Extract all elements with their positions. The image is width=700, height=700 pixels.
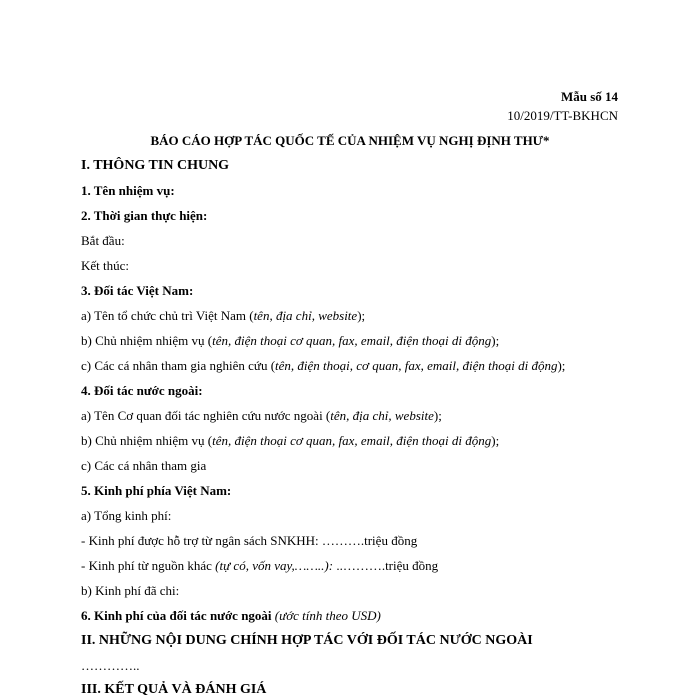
item-4a-end: ); xyxy=(433,408,442,423)
end-date-label: Kết thúc: xyxy=(81,258,130,273)
item-2-duration: 2. Thời gian thực hiện: xyxy=(81,208,208,223)
document-title: BÁO CÁO HỢP TÁC QUỐC TẾ CỦA NHIỆM VỤ NGHỊ ĐỊNH THƯ* xyxy=(150,133,550,148)
section-2-heading: II. NHỮNG NỘI DUNG CHÍNH HỢP TÁC VỚI ĐỐI TÁC NƯỚC NGOÀI xyxy=(81,633,533,648)
form-number: Mẫu số 14 xyxy=(560,89,618,104)
item-3b-end: ); xyxy=(491,333,500,348)
item-5a2-end: ..……….triệu đồng xyxy=(333,558,439,573)
section-2-placeholder: ………….. xyxy=(81,658,140,673)
item-3b-text: b) Chủ nhiệm nhiệm vụ ( xyxy=(81,333,213,348)
item-3b-italic: tên, điện thoại cơ quan, fax, email, điện thoại di động xyxy=(212,333,492,348)
section-3-heading: III. KẾT QUẢ VÀ ĐÁNH GIÁ xyxy=(81,682,267,697)
item-5-vn-budget: 5. Kinh phí phía Việt Nam: xyxy=(81,483,232,498)
item-4b-text: b) Chủ nhiệm nhiệm vụ ( xyxy=(81,433,213,448)
circular-number: 10/2019/TT-BKHCN xyxy=(507,108,618,123)
item-4c: c) Các cá nhân tham gia xyxy=(81,458,207,473)
item-5a-state-budget: - Kinh phí được hỗ trợ từ ngân sách SNKHH: ……….triệu đồng xyxy=(81,533,418,548)
item-4b-end: ); xyxy=(491,433,500,448)
item-3a-text: a) Tên tổ chức chủ trì Việt Nam ( xyxy=(81,308,254,323)
item-6-foreign-budget xyxy=(81,608,381,624)
item-5b-spent: b) Kinh phí đã chi: xyxy=(81,583,180,598)
item-3c-italic: tên, điện thoại, cơ quan, fax, email, điện thoại di động xyxy=(275,358,558,373)
item-4-foreign-partner: 4. Đối tác nước ngoài: xyxy=(81,383,203,398)
item-4b xyxy=(81,433,499,449)
section-1-heading: I. THÔNG TIN CHUNG xyxy=(81,158,230,173)
item-5a-other-sources xyxy=(81,558,438,574)
item-3c-end: ); xyxy=(557,358,566,373)
item-3a-end: ); xyxy=(357,308,366,323)
item-1-task-name: 1. Tên nhiệm vụ: xyxy=(81,183,175,198)
item-5a-total: a) Tổng kinh phí: xyxy=(81,508,172,523)
item-4a xyxy=(81,408,442,424)
item-6-bold: 6. Kinh phí của đối tác nước ngoài xyxy=(81,608,272,623)
item-4b-italic: tên, điện thoại cơ quan, fax, email, điện thoại di động xyxy=(212,433,492,448)
item-4a-text: a) Tên Cơ quan đối tác nghiên cứu nước ngoài ( xyxy=(81,408,331,423)
item-4a-italic: tên, địa chỉ, website xyxy=(330,408,434,423)
start-date-label: Bắt đầu: xyxy=(81,233,125,248)
item-5a2-italic: (tự có, vốn vay,……..): xyxy=(215,558,334,573)
item-3a xyxy=(81,308,365,324)
item-3-vn-partner: 3. Đối tác Việt Nam: xyxy=(81,283,194,298)
item-3b xyxy=(81,333,499,349)
item-3a-italic: tên, địa chỉ, website xyxy=(253,308,358,323)
item-6-italic: (ước tính theo USD) xyxy=(271,608,381,623)
item-3c-text: c) Các cá nhân tham gia nghiên cứu ( xyxy=(81,358,276,373)
item-5a2-text: - Kinh phí từ nguồn khác xyxy=(81,558,216,573)
item-3c xyxy=(81,358,565,374)
